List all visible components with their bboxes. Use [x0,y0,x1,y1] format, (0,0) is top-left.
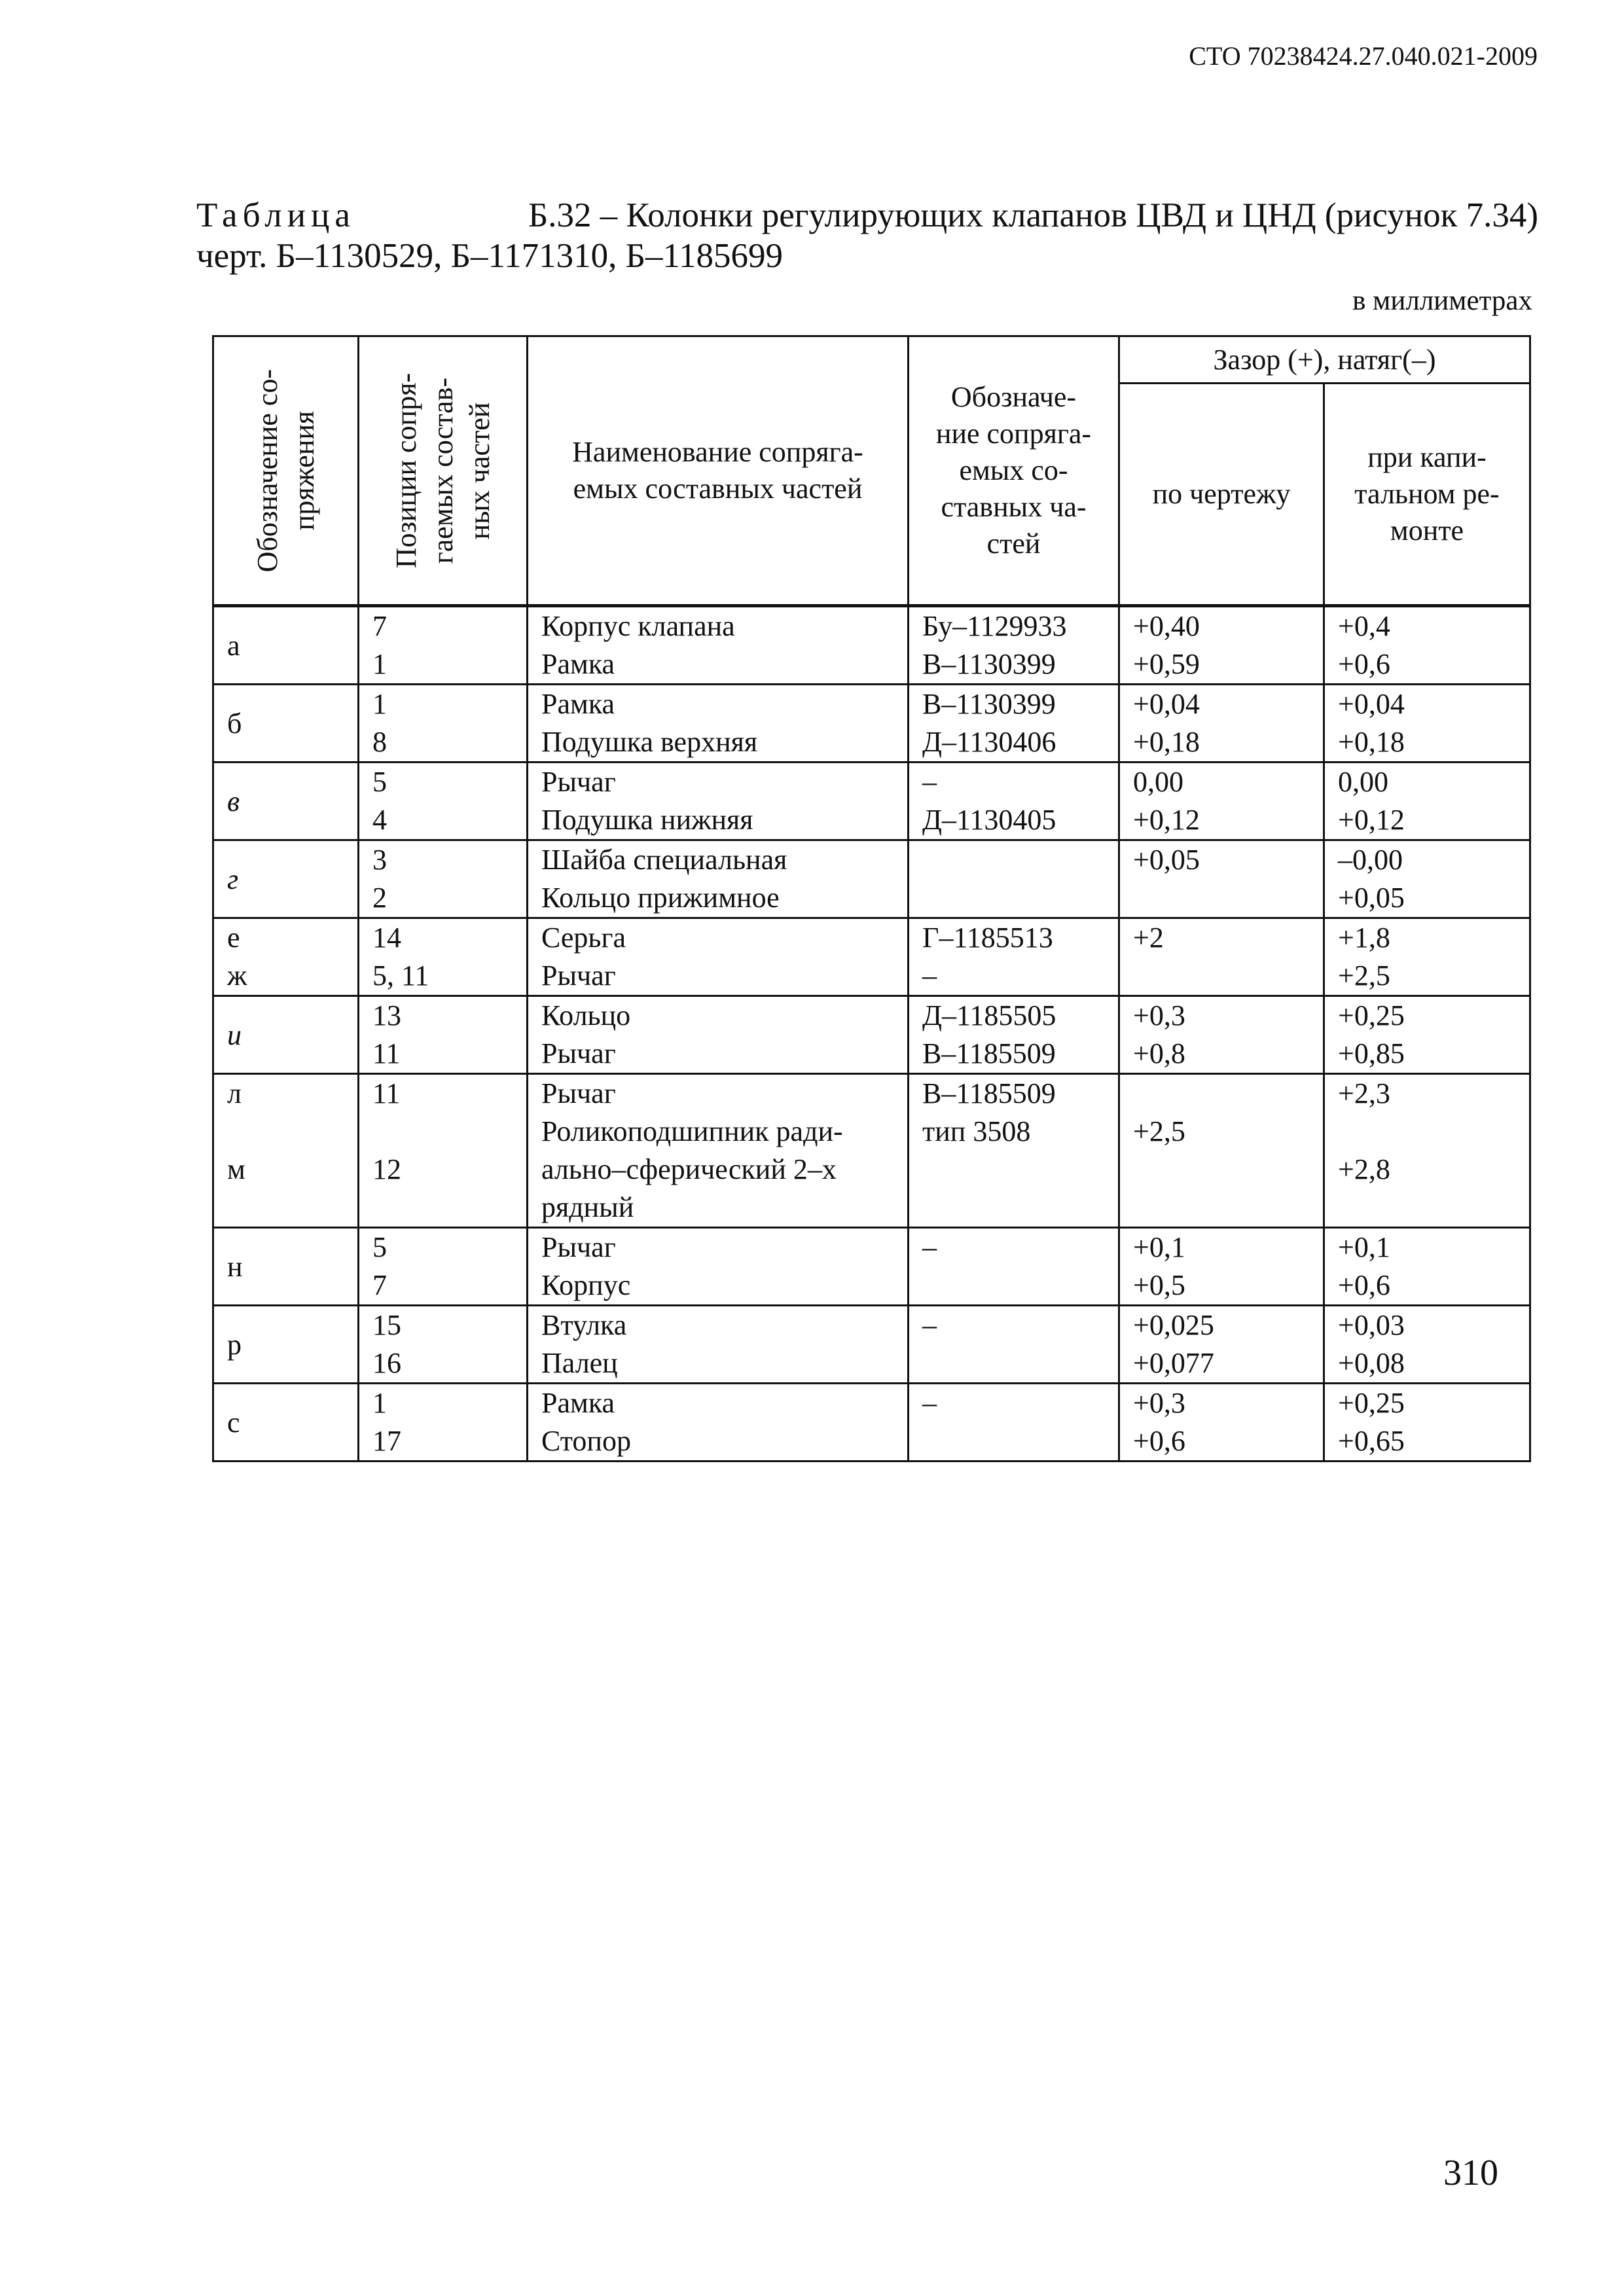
part-designation-cell [909,1422,1118,1460]
designation-cell: н [227,1250,243,1283]
drawing-gap-cell: +2 [1133,922,1164,954]
part-name-cell: Рамка [541,648,615,680]
table-row [213,762,1530,840]
drawing-gap-cell: +0,8 [1133,1037,1185,1069]
table-row [213,1228,1530,1306]
caption-drawings: черт. Б–1130529, Б–1171310, Б–1185699 [196,237,784,275]
designation-cell: м [227,1153,245,1185]
position-cell: 1 [372,648,387,680]
position-cell: 17 [372,1425,401,1457]
overhaul-gap-cell: +0,18 [1338,726,1405,758]
table-row [213,918,1530,996]
part-designation-cell: В–1130399 [922,648,1056,680]
part-name-cell: Рамка [541,1387,615,1419]
position-cell: 8 [372,726,387,758]
table-row [213,1384,1530,1462]
position-cell: 2 [372,882,387,914]
part-designation-cell: Бу–1129933 [922,610,1067,642]
part-name-cell: Серьга [541,922,626,954]
part-designation-cell: – [922,766,937,798]
part-name-cell: Подушка нижняя [541,804,753,836]
part-name-cell: Кольцо [541,999,631,1031]
overhaul-gap-cell: +0,12 [1338,804,1405,836]
part-designation-cell: – [922,1309,937,1341]
drawing-gap-cell: +0,025 [1133,1309,1214,1341]
table-row [213,1074,1530,1228]
caption-label: Таблица [196,196,355,234]
position-cell: 13 [372,999,401,1031]
designation-cell: в [227,785,240,817]
position-cell: 12 [372,1153,401,1185]
designation-cell: а [227,629,240,662]
part-name-cell: ально–сферический 2–х [541,1153,837,1185]
position-cell: 16 [372,1347,401,1379]
position-cell: 5, 11 [372,960,429,992]
part-name-cell: Рычаг [541,1231,616,1263]
overhaul-gap-cell: +0,25 [1338,999,1405,1031]
overhaul-gap-cell: +0,65 [1338,1425,1405,1457]
drawing-gap-cell [1120,957,1323,995]
overhaul-gap-cell: +0,6 [1338,648,1390,680]
overhaul-gap-cell: +0,05 [1338,882,1405,914]
table-row [213,685,1530,762]
drawing-gap-cell: +0,40 [1133,610,1200,642]
overhaul-gap-cell: +0,6 [1338,1269,1390,1301]
drawing-gap-cell: 0,00 [1133,766,1183,798]
part-designation-cell: В–1185509 [922,1037,1056,1069]
overhaul-gap-cell: +1,8 [1338,922,1390,954]
designation-cell: и [227,1018,242,1051]
part-name-cell: Корпус [541,1269,631,1301]
overhaul-gap-cell: +2,5 [1338,960,1390,992]
part-designation-cell [909,879,1118,917]
part-designation-cell: – [922,1387,937,1419]
clearance-table [212,335,1531,1462]
part-designation-cell: – [922,960,937,992]
overhaul-gap-cell: +2,8 [1338,1153,1390,1185]
position-cell: 11 [372,1077,401,1109]
overhaul-gap-cell: –0,00 [1338,844,1403,876]
page-number: 310 [1443,2153,1498,2193]
designation-cell: р [227,1328,242,1361]
position-cell: 4 [372,804,387,836]
overhaul-gap-cell: +0,25 [1338,1387,1405,1419]
part-designation-cell [909,1266,1118,1304]
drawing-gap-cell: +0,18 [1133,726,1200,758]
part-name-cell: Стопор [541,1425,631,1457]
drawing-gap-cell: +0,077 [1133,1347,1214,1379]
part-name-cell: Кольцо прижимное [541,882,780,914]
position-cell: 3 [372,844,387,876]
header-positions: Позиции сопря- гаемых состав- ных частей [359,336,528,606]
drawing-gap-cell: +0,1 [1133,1231,1185,1263]
overhaul-gap-cell: +0,03 [1338,1309,1405,1341]
part-name-cell: рядный [541,1191,634,1223]
header-at-overhaul: при капи- тальном ре- монте [1324,384,1530,606]
position-cell: 14 [372,922,401,954]
drawing-gap-cell [1120,879,1323,917]
drawing-gap-cell: +0,04 [1133,688,1200,720]
part-name-cell: Шайба специальная [541,844,787,876]
header-name: Наименование сопряга- емых составных частей [528,336,909,606]
position-cell: 1 [372,1387,387,1419]
part-name-cell: Рычаг [541,960,616,992]
position-cell: 7 [372,1269,387,1301]
header-designation: Обозначение со- пряжения [213,336,359,606]
part-designation-cell: Г–1185513 [922,922,1053,954]
drawing-gap-cell: +0,6 [1133,1425,1185,1457]
part-designation-cell: – [922,1231,937,1263]
part-designation-cell: тип 3508 [922,1115,1031,1147]
designation-cell: ж [227,960,247,992]
overhaul-gap-cell: +0,1 [1338,1231,1390,1263]
drawing-gap-cell: +0,3 [1133,999,1185,1031]
drawing-gap-cell: +0,3 [1133,1387,1185,1419]
designation-cell: г [227,863,239,895]
part-name-cell: Палец [541,1347,618,1379]
part-designation-cell: В–1130399 [922,688,1056,720]
part-designation-cell: Д–1185505 [922,999,1056,1031]
overhaul-gap-cell: +0,04 [1338,688,1405,720]
part-designation-cell [909,1344,1118,1382]
table-row [213,1306,1530,1384]
overhaul-gap-cell: 0,00 [1338,766,1388,798]
drawing-gap-cell: +0,05 [1133,844,1200,876]
position-cell: 11 [372,1037,401,1069]
caption-title: Б.32 – Колонки регулирующих клапанов ЦВД и ЦНД (рисунок 7.34) [528,196,1538,234]
position-cell: 1 [372,688,387,720]
table-row [213,606,1530,685]
part-name-cell: Подушка верхняя [541,726,758,758]
units-note: в миллиметрах [1352,285,1532,316]
position-cell: 7 [372,610,387,642]
drawing-gap-cell: +0,59 [1133,648,1200,680]
header-part-designation: Обозначе- ние сопряга- емых со- ставных ча- стей [909,336,1119,606]
designation-cell: л [227,1077,242,1109]
drawing-gap-cell: +0,12 [1133,804,1200,836]
header-gap-group: Зазор (+), натяг(–) [1119,336,1530,384]
part-name-cell: Рычаг [541,1077,616,1109]
part-name-cell: Рычаг [541,1037,616,1069]
table-caption [196,195,1538,276]
part-designation-cell: В–1185509 [922,1077,1056,1109]
part-designation-cell [909,841,1118,879]
part-name-cell: Рычаг [541,766,616,798]
overhaul-gap-cell: +0,08 [1338,1347,1405,1379]
position-cell: 5 [372,1231,387,1263]
position-cell: 15 [372,1309,401,1341]
overhaul-gap-cell: +0,4 [1338,610,1390,642]
header-by-drawing: по чертежу [1119,384,1324,606]
overhaul-gap-cell: +0,85 [1338,1037,1405,1069]
part-designation-cell: Д–1130405 [922,804,1056,836]
part-name-cell: Роликоподшипник ради- [541,1115,843,1147]
table-row [213,840,1530,918]
part-name-cell: Корпус клапана [541,610,735,642]
part-name-cell: Рамка [541,688,615,720]
part-name-cell: Втулка [541,1309,627,1341]
designation-cell: с [227,1406,240,1439]
designation-cell: б [227,707,242,740]
document-code: СТО 70238424.27.040.021-2009 [1189,41,1538,71]
designation-cell: е [227,922,240,954]
position-cell: 5 [372,766,387,798]
table-row [213,996,1530,1074]
drawing-gap-cell: +0,5 [1133,1269,1185,1301]
part-designation-cell: Д–1130406 [922,726,1056,758]
overhaul-gap-cell: +2,3 [1338,1077,1390,1109]
drawing-gap-cell: +2,5 [1133,1115,1185,1147]
